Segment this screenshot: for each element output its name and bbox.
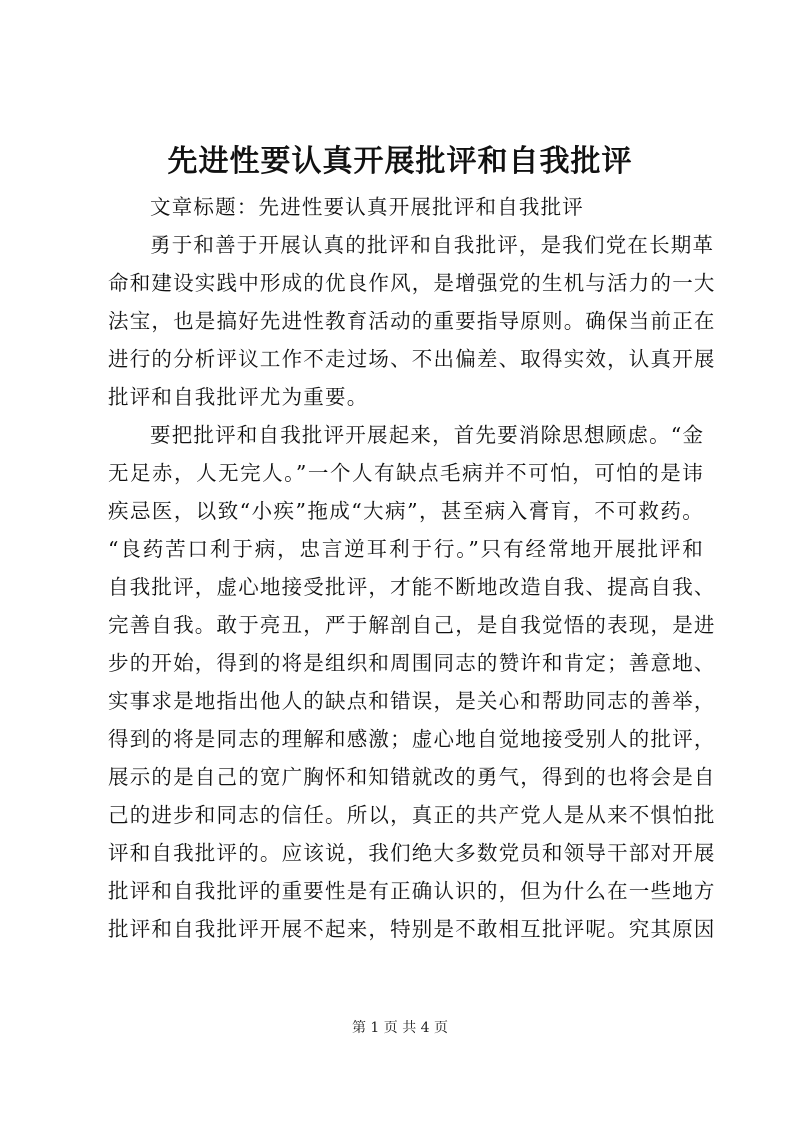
paragraph-2-line-9: 得到的将是同志的理解和感激；虚心地自觉地接受别人的批评， xyxy=(108,727,716,751)
paragraph-2-line-2: 无足赤，人无完人。”一个人有缺点毛病并不可怕，可怕的是讳 xyxy=(108,461,704,485)
paragraph-2-line-11: 己的进步和同志的信任。所以，真正的共产党人是从来不惧怕批 xyxy=(108,803,716,827)
paragraph-1-line-4: 进行的分析评议工作不走过场、不出偏差、取得实效，认真开展 xyxy=(108,347,716,371)
paragraph-2-line-12: 评和自我批评的。应该说，我们绝大多数党员和领导干部对开展 xyxy=(108,841,716,865)
document-title: 先进性要认真开展批评和自我批评 xyxy=(167,144,633,179)
paragraph-2-line-5: 自我批评，虚心地接受批评，才能不断地改造自我、提高自我、 xyxy=(108,575,716,599)
paragraph-2-line-7: 步的开始，得到的将是组织和周围同志的赞许和肯定；善意地、 xyxy=(108,651,716,675)
paragraph-1-line-5: 批评和自我批评尤为重要。 xyxy=(108,385,369,409)
article-title-line: 文章标题：先进性要认真开展批评和自我批评 xyxy=(150,195,584,219)
paragraph-2-line-10: 展示的是自己的宽广胸怀和知错就改的勇气，得到的也将会是自 xyxy=(108,765,716,789)
paragraph-2-line-8: 实事求是地指出他人的缺点和错误，是关心和帮助同志的善举， xyxy=(108,689,716,713)
page-number-footer: 第 1 页 共 4 页 xyxy=(351,1020,449,1036)
document-body xyxy=(108,188,716,948)
paragraph-2-line-1: 要把批评和自我批评开展起来，首先要消除思想顾虑。“金 xyxy=(150,423,705,447)
paragraph-1-line-2: 命和建设实践中形成的优良作风，是增强党的生机与活力的一大 xyxy=(108,271,716,295)
paragraph-1-line-3: 法宝，也是搞好先进性教育活动的重要指导原则。确保当前正在 xyxy=(108,309,716,333)
paragraph-2-line-6: 完善自我。敢于亮丑，严于解剖自己，是自我觉悟的表现，是进 xyxy=(108,613,716,637)
paragraph-2-line-14: 批评和自我批评开展不起来，特别是不敢相互批评呢。究其原因 xyxy=(108,917,716,941)
paragraph-1-line-1: 勇于和善于开展认真的批评和自我批评，是我们党在长期革 xyxy=(150,233,715,257)
paragraph-2-line-3: 疾忌医，以致“小疾”拖成“大病”，甚至病入膏肓，不可救药。 xyxy=(108,499,704,523)
paragraph-2-line-4: “良药苦口利于病，忠言逆耳利于行。”只有经常地开展批评和 xyxy=(108,537,704,561)
paragraph-2-line-13: 批评和自我批评的重要性是有正确认识的，但为什么在一些地方 xyxy=(108,879,716,903)
